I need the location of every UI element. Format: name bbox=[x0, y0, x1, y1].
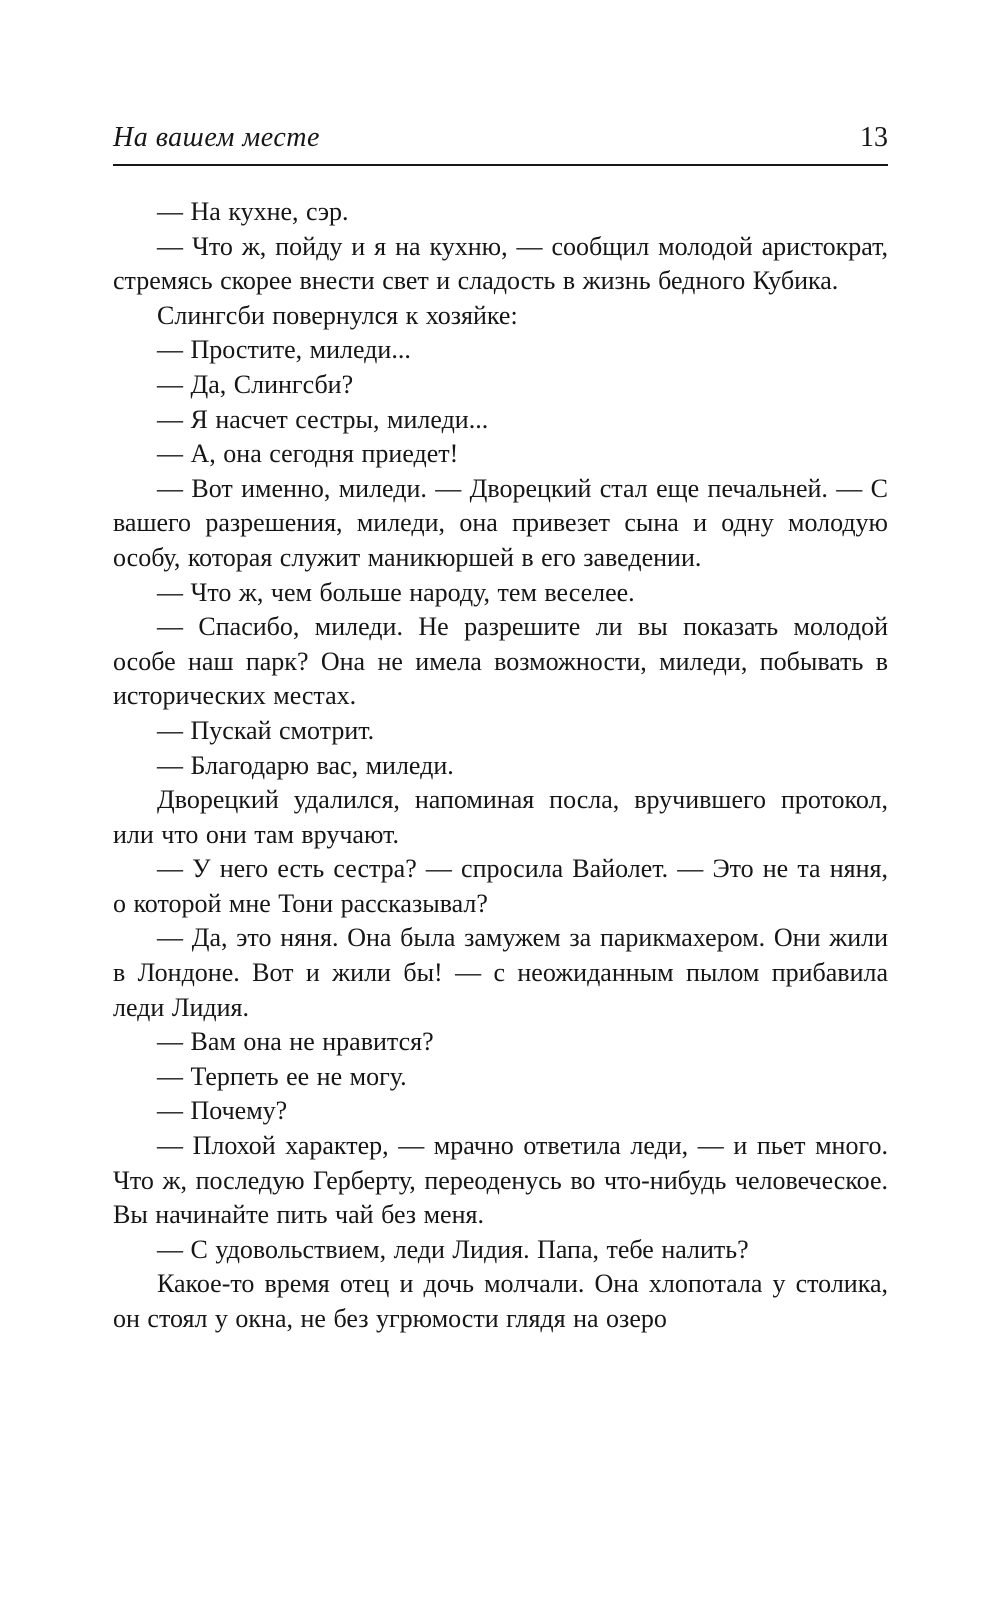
paragraph: — Пускай смотрит. bbox=[157, 715, 375, 745]
paragraph: — Плохой характер, — мрачно ответила леди, — и пьет много. Что ж, последую Герберту, переоденусь во что-нибудь человеческое. Вы начинайте пить чай без меня. bbox=[113, 1131, 888, 1230]
paragraph: — Вам она не нравится? bbox=[157, 1027, 434, 1057]
paragraph: — Вот именно, миледи. — Дворецкий стал еще печальней. — С вашего разрешения, миледи, она привезет сына и одну молодую особу, которая служит маникюршей в его заведении. bbox=[113, 473, 888, 572]
page-number: 13 bbox=[860, 122, 888, 153]
paragraph: — Я насчет сестры, миледи... bbox=[157, 404, 489, 434]
paragraph: — На кухне, сэр. bbox=[157, 197, 349, 226]
paragraph: — Что ж, чем больше народу, тем веселее. bbox=[157, 577, 635, 607]
paragraph: — Спасибо, миледи. Не разрешите ли вы показать молодой особе наш парк? Она не имела возможности, миледи, побывать в исторических местах. bbox=[113, 612, 888, 711]
paragraph: — Благодарю вас, миледи. bbox=[157, 750, 454, 780]
paragraph: — Почему? bbox=[157, 1096, 288, 1126]
running-title: На вашем месте bbox=[113, 122, 320, 153]
running-head bbox=[113, 122, 888, 166]
text-block bbox=[113, 195, 888, 1337]
paragraph: — А, она сегодня приедет! bbox=[157, 439, 459, 469]
paragraph: — Терпеть ее не могу. bbox=[157, 1061, 407, 1091]
paragraph: Слингсби повернулся к хозяйке: bbox=[157, 300, 518, 330]
paragraph: — С удовольствием, леди Лидия. Папа, тебе налить? bbox=[157, 1234, 749, 1264]
paragraph: — Простите, миледи... bbox=[157, 335, 411, 365]
paragraph: — Да, это няня. Она была замужем за парикмахером. Они жили в Лондоне. Вот и жили бы! — с неожиданным пылом прибавила леди Лидия. bbox=[113, 923, 888, 1022]
paragraph: Дворецкий удалился, напоминая посла, вручившего протокол, или что они там вручают. bbox=[113, 785, 888, 849]
paragraph: — У него есть сестра? — спросила Вайолет. — Это не та няня, о которой мне Тони рассказывал? bbox=[113, 854, 888, 918]
paragraph: — Да, Слингсби? bbox=[157, 369, 354, 399]
paragraph: Какое-то время отец и дочь молчали. Она хлопотала у столика, он стоял у окна, не без угрюмости глядя на озеро bbox=[113, 1269, 888, 1333]
paragraph: — Что ж, пойду и я на кухню, — сообщил молодой аристократ, стремясь скорее внести свет и сладость в жизнь бедного Кубика. bbox=[113, 231, 888, 296]
page-content bbox=[113, 122, 888, 1337]
